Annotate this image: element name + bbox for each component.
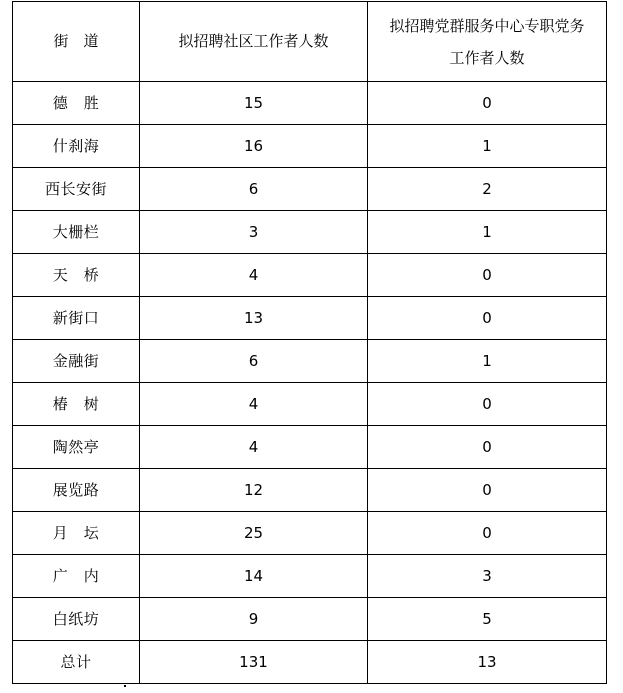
header-party-workers [368, 2, 607, 82]
header-row [13, 2, 607, 82]
street-cell: 广 内 [13, 555, 140, 598]
recruitment-table-container [12, 1, 607, 684]
street-cell: 金融街 [13, 340, 140, 383]
street-cell: 西长安街 [13, 168, 140, 211]
table-row [13, 82, 607, 125]
table-row [13, 383, 607, 426]
street-cell: 白纸坊 [13, 598, 140, 641]
party-count-cell: 0 [368, 297, 607, 340]
header-community-workers [140, 2, 368, 82]
party-count-cell: 0 [368, 82, 607, 125]
community-count-cell: 3 [140, 211, 368, 254]
header-community-workers-label: 拟招聘社区工作者人数 [178, 32, 329, 51]
header-street-label: 街 道 [53, 32, 99, 51]
total-party-cell: 13 [368, 641, 607, 684]
party-count-cell: 1 [368, 125, 607, 168]
community-count-cell: 13 [140, 297, 368, 340]
table-row [13, 598, 607, 641]
table-row [13, 426, 607, 469]
street-cell: 德 胜 [13, 82, 140, 125]
street-cell: 陶然亭 [13, 426, 140, 469]
street-cell: 天 桥 [13, 254, 140, 297]
street-cell: 月 坛 [13, 512, 140, 555]
table-row [13, 340, 607, 383]
footer-mark-dot [124, 685, 126, 687]
table-header [13, 2, 607, 82]
table-row [13, 125, 607, 168]
table-row [13, 168, 607, 211]
community-count-cell: 4 [140, 426, 368, 469]
party-count-cell: 0 [368, 254, 607, 297]
community-count-cell: 16 [140, 125, 368, 168]
party-count-cell: 3 [368, 555, 607, 598]
party-count-cell: 0 [368, 426, 607, 469]
table-row [13, 211, 607, 254]
total-community-cell: 131 [140, 641, 368, 684]
community-count-cell: 6 [140, 340, 368, 383]
table-row [13, 297, 607, 340]
street-cell: 新街口 [13, 297, 140, 340]
street-cell: 什刹海 [13, 125, 140, 168]
community-count-cell: 14 [140, 555, 368, 598]
party-count-cell: 5 [368, 598, 607, 641]
community-count-cell: 25 [140, 512, 368, 555]
table-row [13, 469, 607, 512]
total-row [13, 641, 607, 684]
community-count-cell: 9 [140, 598, 368, 641]
party-count-cell: 1 [368, 211, 607, 254]
community-count-cell: 4 [140, 254, 368, 297]
total-label-cell: 总计 [13, 641, 140, 684]
party-count-cell: 2 [368, 168, 607, 211]
recruitment-table [12, 1, 607, 684]
street-cell: 椿 树 [13, 383, 140, 426]
party-count-cell: 0 [368, 383, 607, 426]
party-count-cell: 1 [368, 340, 607, 383]
table-row [13, 512, 607, 555]
community-count-cell: 6 [140, 168, 368, 211]
header-street [13, 2, 140, 82]
street-cell: 大栅栏 [13, 211, 140, 254]
community-count-cell: 15 [140, 82, 368, 125]
header-party-workers-line2: 工作者人数 [449, 48, 525, 67]
community-count-cell: 12 [140, 469, 368, 512]
table-row [13, 254, 607, 297]
header-party-workers-line1: 拟招聘党群服务中心专职党务 [389, 16, 585, 35]
table-row [13, 555, 607, 598]
party-count-cell: 0 [368, 512, 607, 555]
street-cell: 展览路 [13, 469, 140, 512]
table-body [13, 82, 607, 684]
community-count-cell: 4 [140, 383, 368, 426]
party-count-cell: 0 [368, 469, 607, 512]
